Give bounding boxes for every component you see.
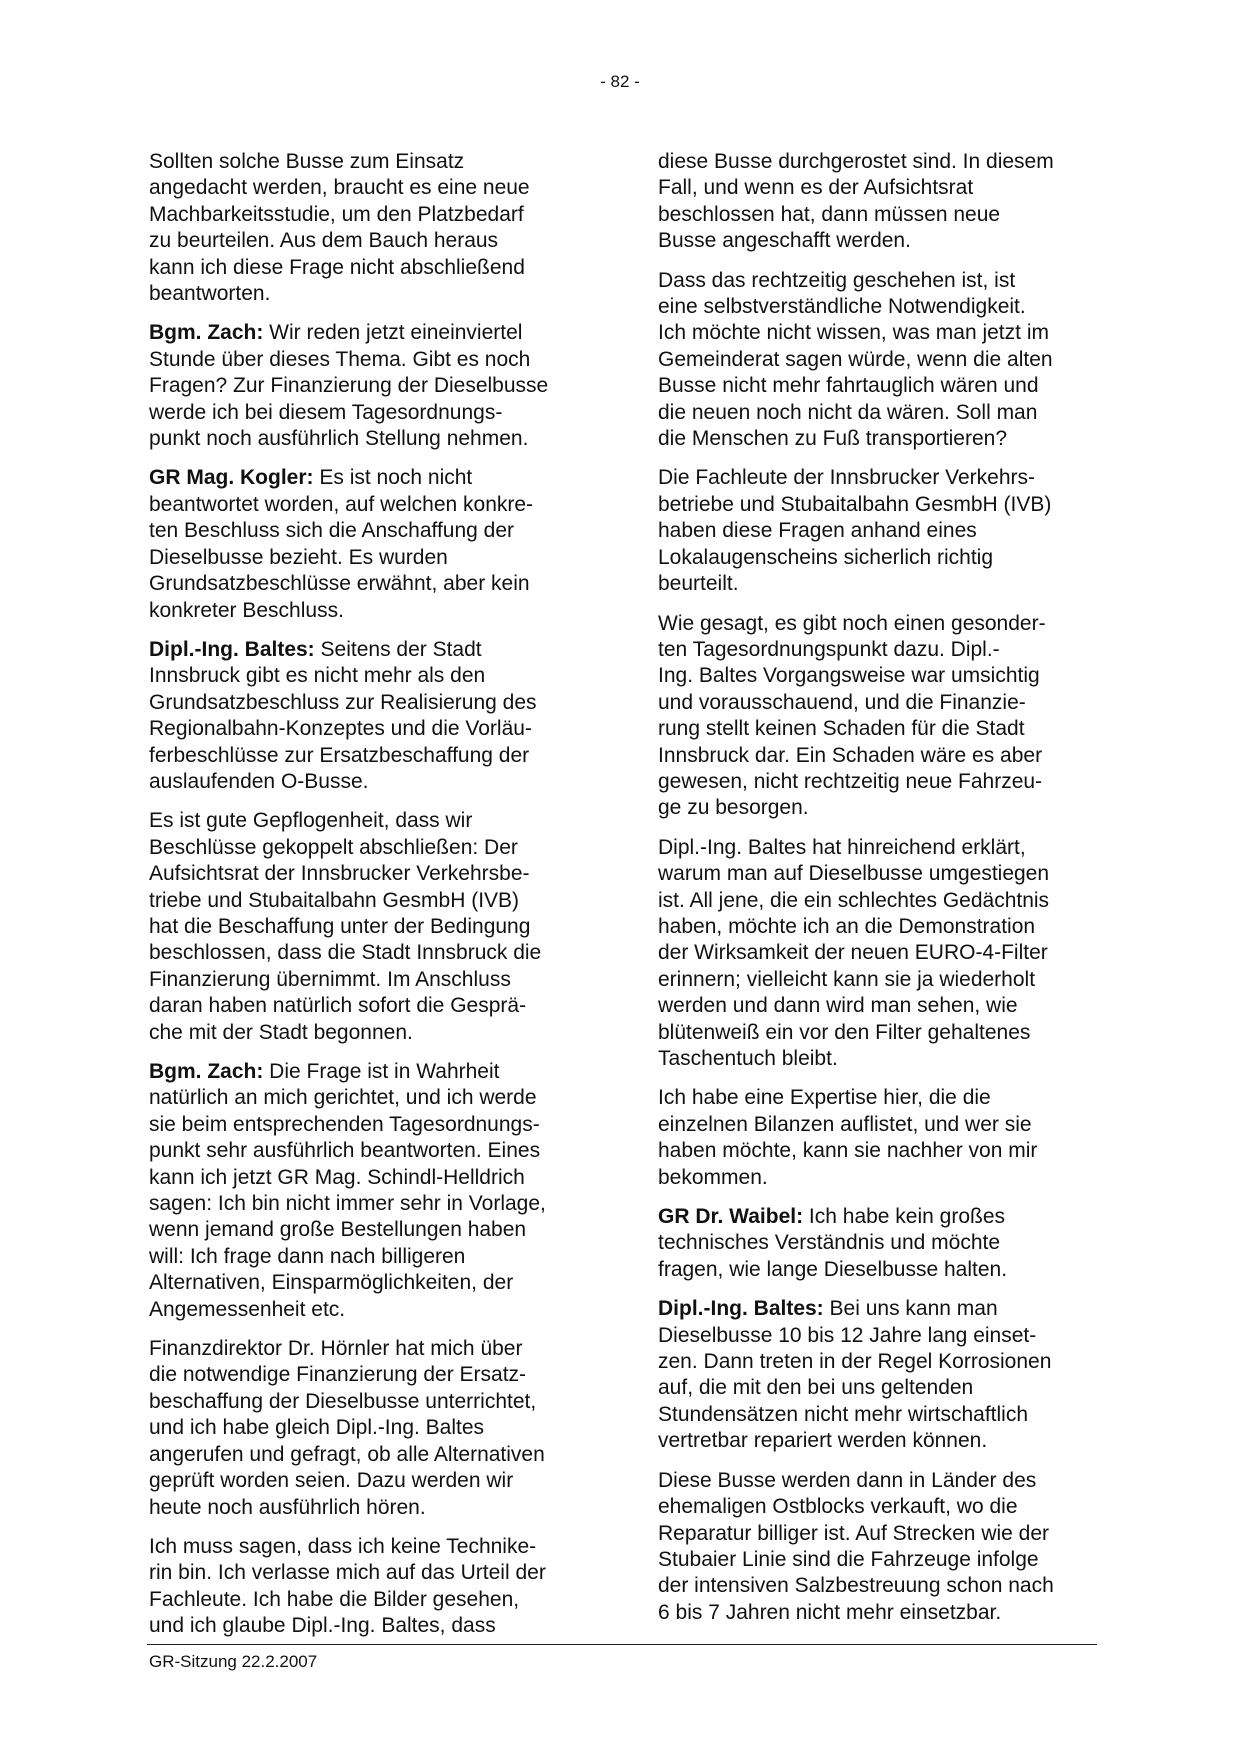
text-line: haben diese Fragen anhand eines — [658, 519, 977, 543]
footer-text: GR-Sitzung 22.2.2007 — [149, 1652, 318, 1671]
text-line: ist. All jene, die ein schlechtes Gedächtnis — [658, 888, 1050, 912]
text-line: Finanzdirektor Dr. Hörnler hat mich über — [149, 1337, 523, 1361]
text-line: erinnern; vielleicht kann sie ja wiederholt — [658, 967, 1036, 991]
text-line: technisches Verständnis und möchte — [658, 1231, 1001, 1255]
text-line: Diese Busse werden dann in Länder des — [658, 1468, 1037, 1492]
text-line: ten Tagesordnungspunkt dazu. Dipl.- — [658, 637, 1000, 661]
text-line: ge zu besorgen. — [658, 796, 809, 820]
text-line: Busse angeschafft werden. — [658, 229, 911, 253]
text-line: Lokalaugenscheins sicherlich richtig — [658, 545, 994, 569]
paragraph — [658, 268, 1108, 453]
text-line: Stubaier Linie sind die Fahrzeuge infolge — [658, 1547, 1039, 1571]
speaker-name: Bgm. Zach: — [149, 1060, 264, 1083]
speaker-name: Dipl.-Ing. Baltes: — [658, 1297, 824, 1321]
text-line: haben, möchte ich an die Demonstration — [658, 914, 1036, 938]
text-line: eine selbstverständliche Notwendigkeit. — [658, 295, 1026, 319]
paragraph — [149, 149, 599, 307]
text-line: 6 bis 7 Jahren nicht mehr einsetzbar. — [658, 1600, 1002, 1624]
text-line: Dieselbusse bezieht. Es wurden — [149, 545, 448, 569]
paragraph — [658, 149, 1108, 255]
text-line: will: Ich frage dann nach billigeren — [149, 1244, 466, 1268]
line-text: Es ist noch nicht — [313, 466, 473, 490]
text-line: diese Busse durchgerostet sind. In diesem — [658, 150, 1054, 173]
text-line: sagen: Ich bin nicht immer sehr in Vorlage, — [149, 1192, 546, 1216]
text-line: der Wirksamkeit der neuen EURO-4-Filter — [658, 941, 1048, 965]
text-line — [149, 320, 599, 346]
text-line: Stunde über dieses Thema. Gibt es noch — [149, 347, 531, 371]
text-line: beschaffung der Dieselbusse unterrichtet, — [149, 1389, 537, 1413]
text-line: vertretbar repariert werden können. — [658, 1429, 988, 1453]
paragraph — [149, 637, 599, 795]
text-line: Reparatur billiger ist. Auf Strecken wie der — [658, 1521, 1050, 1545]
text-line: kann ich diese Frage nicht abschließend — [149, 255, 525, 279]
text-line: sie beim entsprechenden Tagesordnungs- — [149, 1112, 540, 1136]
text-line: Dipl.-Ing. Baltes hat hinreichend erklärt, — [658, 835, 1026, 859]
text-line: geprüft worden seien. Dazu werden wir — [149, 1469, 514, 1493]
paragraph — [658, 1085, 1108, 1191]
text-line: beantwortet worden, auf welchen konkre- — [149, 492, 534, 516]
text-line: heute noch ausführlich hören. — [149, 1495, 426, 1519]
paragraph — [658, 835, 1108, 1073]
text-line: Ich muss sagen, dass ich keine Technike- — [149, 1534, 537, 1558]
text-line: Wie gesagt, es gibt noch einen gesonder- — [658, 611, 1046, 635]
text-line: Regionalbahn-Konzeptes und die Vorläu- — [149, 717, 532, 741]
text-line: werde ich bei diesem Tagesordnungs- — [149, 400, 503, 424]
paragraph — [658, 611, 1108, 822]
text-line: hat die Beschaffung unter der Bedingung — [149, 914, 531, 938]
text-line: Stundensätzen nicht mehr wirtschaftlich — [658, 1402, 1029, 1426]
text-line: beschlossen hat, dann müssen neue — [658, 202, 1001, 226]
paragraph — [149, 465, 599, 623]
text-line: punkt sehr ausführlich beantworten. Eines — [149, 1139, 541, 1163]
text-line: Finanzierung übernimmt. Im Anschluss — [149, 967, 511, 991]
text-line: triebe und Stubaitalbahn GesmbH (IVB) — [149, 888, 520, 912]
text-line: rung stellt keinen Schaden für die Stadt — [658, 717, 1025, 741]
text-line: Ich möchte nicht wissen, was man jetzt im — [658, 321, 1049, 345]
line-text: Wir reden jetzt eineinviertel — [263, 321, 523, 345]
text-line: Fragen? Zur Finanzierung der Dieselbusse — [149, 374, 549, 398]
text-line: Beschlüsse gekoppelt abschließen: Der — [149, 835, 518, 859]
text-line: haben möchte, kann sie nachher von mir — [658, 1139, 1038, 1163]
right-column — [658, 149, 1108, 1639]
speaker-name: Bgm. Zach: — [149, 321, 264, 345]
text-line: rin bin. Ich verlasse mich auf das Urteil der — [149, 1561, 546, 1585]
text-line — [658, 1296, 1108, 1322]
text-line: Busse nicht mehr fahrtauglich wären und — [658, 374, 1039, 398]
text-line: die notwendige Finanzierung der Ersatz- — [149, 1363, 527, 1387]
line-text: Ich habe kein großes — [803, 1205, 1006, 1229]
line-text: Seitens der Stadt — [314, 637, 482, 661]
text-line: betriebe und Stubaitalbahn GesmbH (IVB) — [658, 492, 1052, 516]
paragraph — [149, 1336, 599, 1521]
paragraph — [658, 1468, 1108, 1626]
paragraph — [658, 1204, 1108, 1283]
text-line: Angemessenheit etc. — [149, 1297, 346, 1321]
text-line: auslaufenden O-Busse. — [149, 769, 369, 793]
text-line: einzelnen Bilanzen auflistet, und wer sie — [658, 1112, 1032, 1136]
left-column — [149, 149, 599, 1653]
footer-rule — [147, 1644, 1097, 1645]
text-line — [149, 1059, 599, 1085]
text-line: zu beurteilen. Aus dem Bauch heraus — [149, 229, 499, 253]
text-line: Taschentuch bleibt. — [658, 1047, 838, 1070]
text-line — [658, 1204, 1108, 1230]
text-line: Dass das rechtzeitig geschehen ist, ist — [658, 268, 1016, 292]
text-line: Grundsatzbeschluss zur Realisierung des — [149, 690, 537, 714]
text-line: die Menschen zu Fuß transportieren? — [658, 427, 1008, 451]
text-line: Innsbruck dar. Ein Schaden wäre es aber — [658, 743, 1043, 767]
speaker-name: GR Dr. Waibel: — [658, 1205, 804, 1229]
text-line: Grundsatzbeschlüsse erwähnt, aber kein — [149, 572, 530, 596]
text-line: ten Beschluss sich die Anschaffung der — [149, 519, 515, 543]
text-line: warum man auf Dieselbusse umgestiegen — [658, 862, 1050, 886]
text-line: und ich glaube Dipl.-Ing. Baltes, dass — [149, 1614, 496, 1638]
text-line: natürlich an mich gerichtet, und ich werde — [149, 1086, 537, 1110]
text-line: Fall, und wenn es der Aufsichtsrat — [658, 176, 974, 200]
paragraph — [149, 320, 599, 452]
text-line: Es ist gute Gepflogenheit, dass wir — [149, 809, 473, 833]
text-line: Fachleute. Ich habe die Bilder gesehen, — [149, 1587, 520, 1611]
text-line: bekommen. — [658, 1165, 768, 1189]
text-line: Aufsichtsrat der Innsbrucker Verkehrsbe- — [149, 862, 530, 886]
text-line — [149, 637, 599, 663]
paragraph — [658, 465, 1108, 597]
line-text: Bei uns kann man — [823, 1297, 998, 1321]
text-line: Ich habe eine Expertise hier, die die — [658, 1086, 991, 1110]
text-line: auf, die mit den bei uns geltenden — [658, 1376, 974, 1400]
text-line: der intensiven Salzbestreuung schon nach — [658, 1574, 1054, 1598]
text-line: werden und dann wird man sehen, wie — [658, 994, 1018, 1018]
text-line: Alternativen, Einsparmöglichkeiten, der — [149, 1271, 514, 1295]
text-line: zen. Dann treten in der Regel Korrosionen — [658, 1350, 1052, 1374]
text-line: die neuen noch nicht da wären. Soll man — [658, 400, 1038, 424]
line-text: Die Frage ist in Wahrheit — [263, 1060, 500, 1083]
text-line: wenn jemand große Bestellungen haben — [149, 1218, 527, 1242]
page-number: - 82 - — [600, 72, 640, 91]
text-line: konkreter Beschluss. — [149, 598, 344, 622]
paragraph — [149, 1534, 599, 1640]
paragraph — [149, 1059, 599, 1323]
text-line: Machbarkeitsstudie, um den Platzbedarf — [149, 202, 524, 226]
text-line: Ing. Baltes Vorgangsweise war umsichtig — [658, 664, 1040, 688]
text-line: angedacht werden, braucht es eine neue — [149, 176, 530, 200]
text-line: Gemeinderat sagen würde, wenn die alten — [658, 347, 1053, 371]
text-line: beurteilt. — [658, 572, 739, 596]
paragraph — [658, 1296, 1108, 1454]
text-line: kann ich jetzt GR Mag. Schindl-Helldrich — [149, 1165, 525, 1189]
text-line: Innsbruck gibt es nicht mehr als den — [149, 664, 486, 688]
text-line: angerufen und gefragt, ob alle Alternativen — [149, 1442, 545, 1466]
text-line: punkt noch ausführlich Stellung nehmen. — [149, 427, 529, 451]
text-line: Dieselbusse 10 bis 12 Jahre lang einset- — [658, 1323, 1037, 1347]
text-line: beschlossen, dass die Stadt Innsbruck die — [149, 941, 542, 965]
text-line: beantworten. — [149, 282, 271, 306]
text-line: ferbeschlüsse zur Ersatzbeschaffung der — [149, 743, 530, 767]
text-line: und ich habe gleich Dipl.-Ing. Baltes — [149, 1416, 485, 1440]
speaker-name: GR Mag. Kogler: — [149, 466, 314, 490]
paragraph — [149, 808, 599, 1046]
text-line: gewesen, nicht rechtzeitig neue Fahrzeu- — [658, 769, 1043, 793]
speaker-name: Dipl.-Ing. Baltes: — [149, 637, 315, 661]
text-line: blütenweiß ein vor den Filter gehaltenes — [658, 1020, 1031, 1044]
text-line: fragen, wie lange Dieselbusse halten. — [658, 1257, 1008, 1281]
text-line — [149, 465, 599, 491]
text-line: Sollten solche Busse zum Einsatz — [149, 150, 465, 173]
text-line: daran haben natürlich sofort die Gesprä- — [149, 994, 527, 1018]
text-line: ehemaligen Ostblocks verkauft, wo die — [658, 1495, 1018, 1519]
text-line: Die Fachleute der Innsbrucker Verkehrs- — [658, 466, 1036, 490]
text-line: und vorausschauend, und die Finanzie- — [658, 690, 1026, 714]
text-line: che mit der Stadt begonnen. — [149, 1020, 413, 1044]
